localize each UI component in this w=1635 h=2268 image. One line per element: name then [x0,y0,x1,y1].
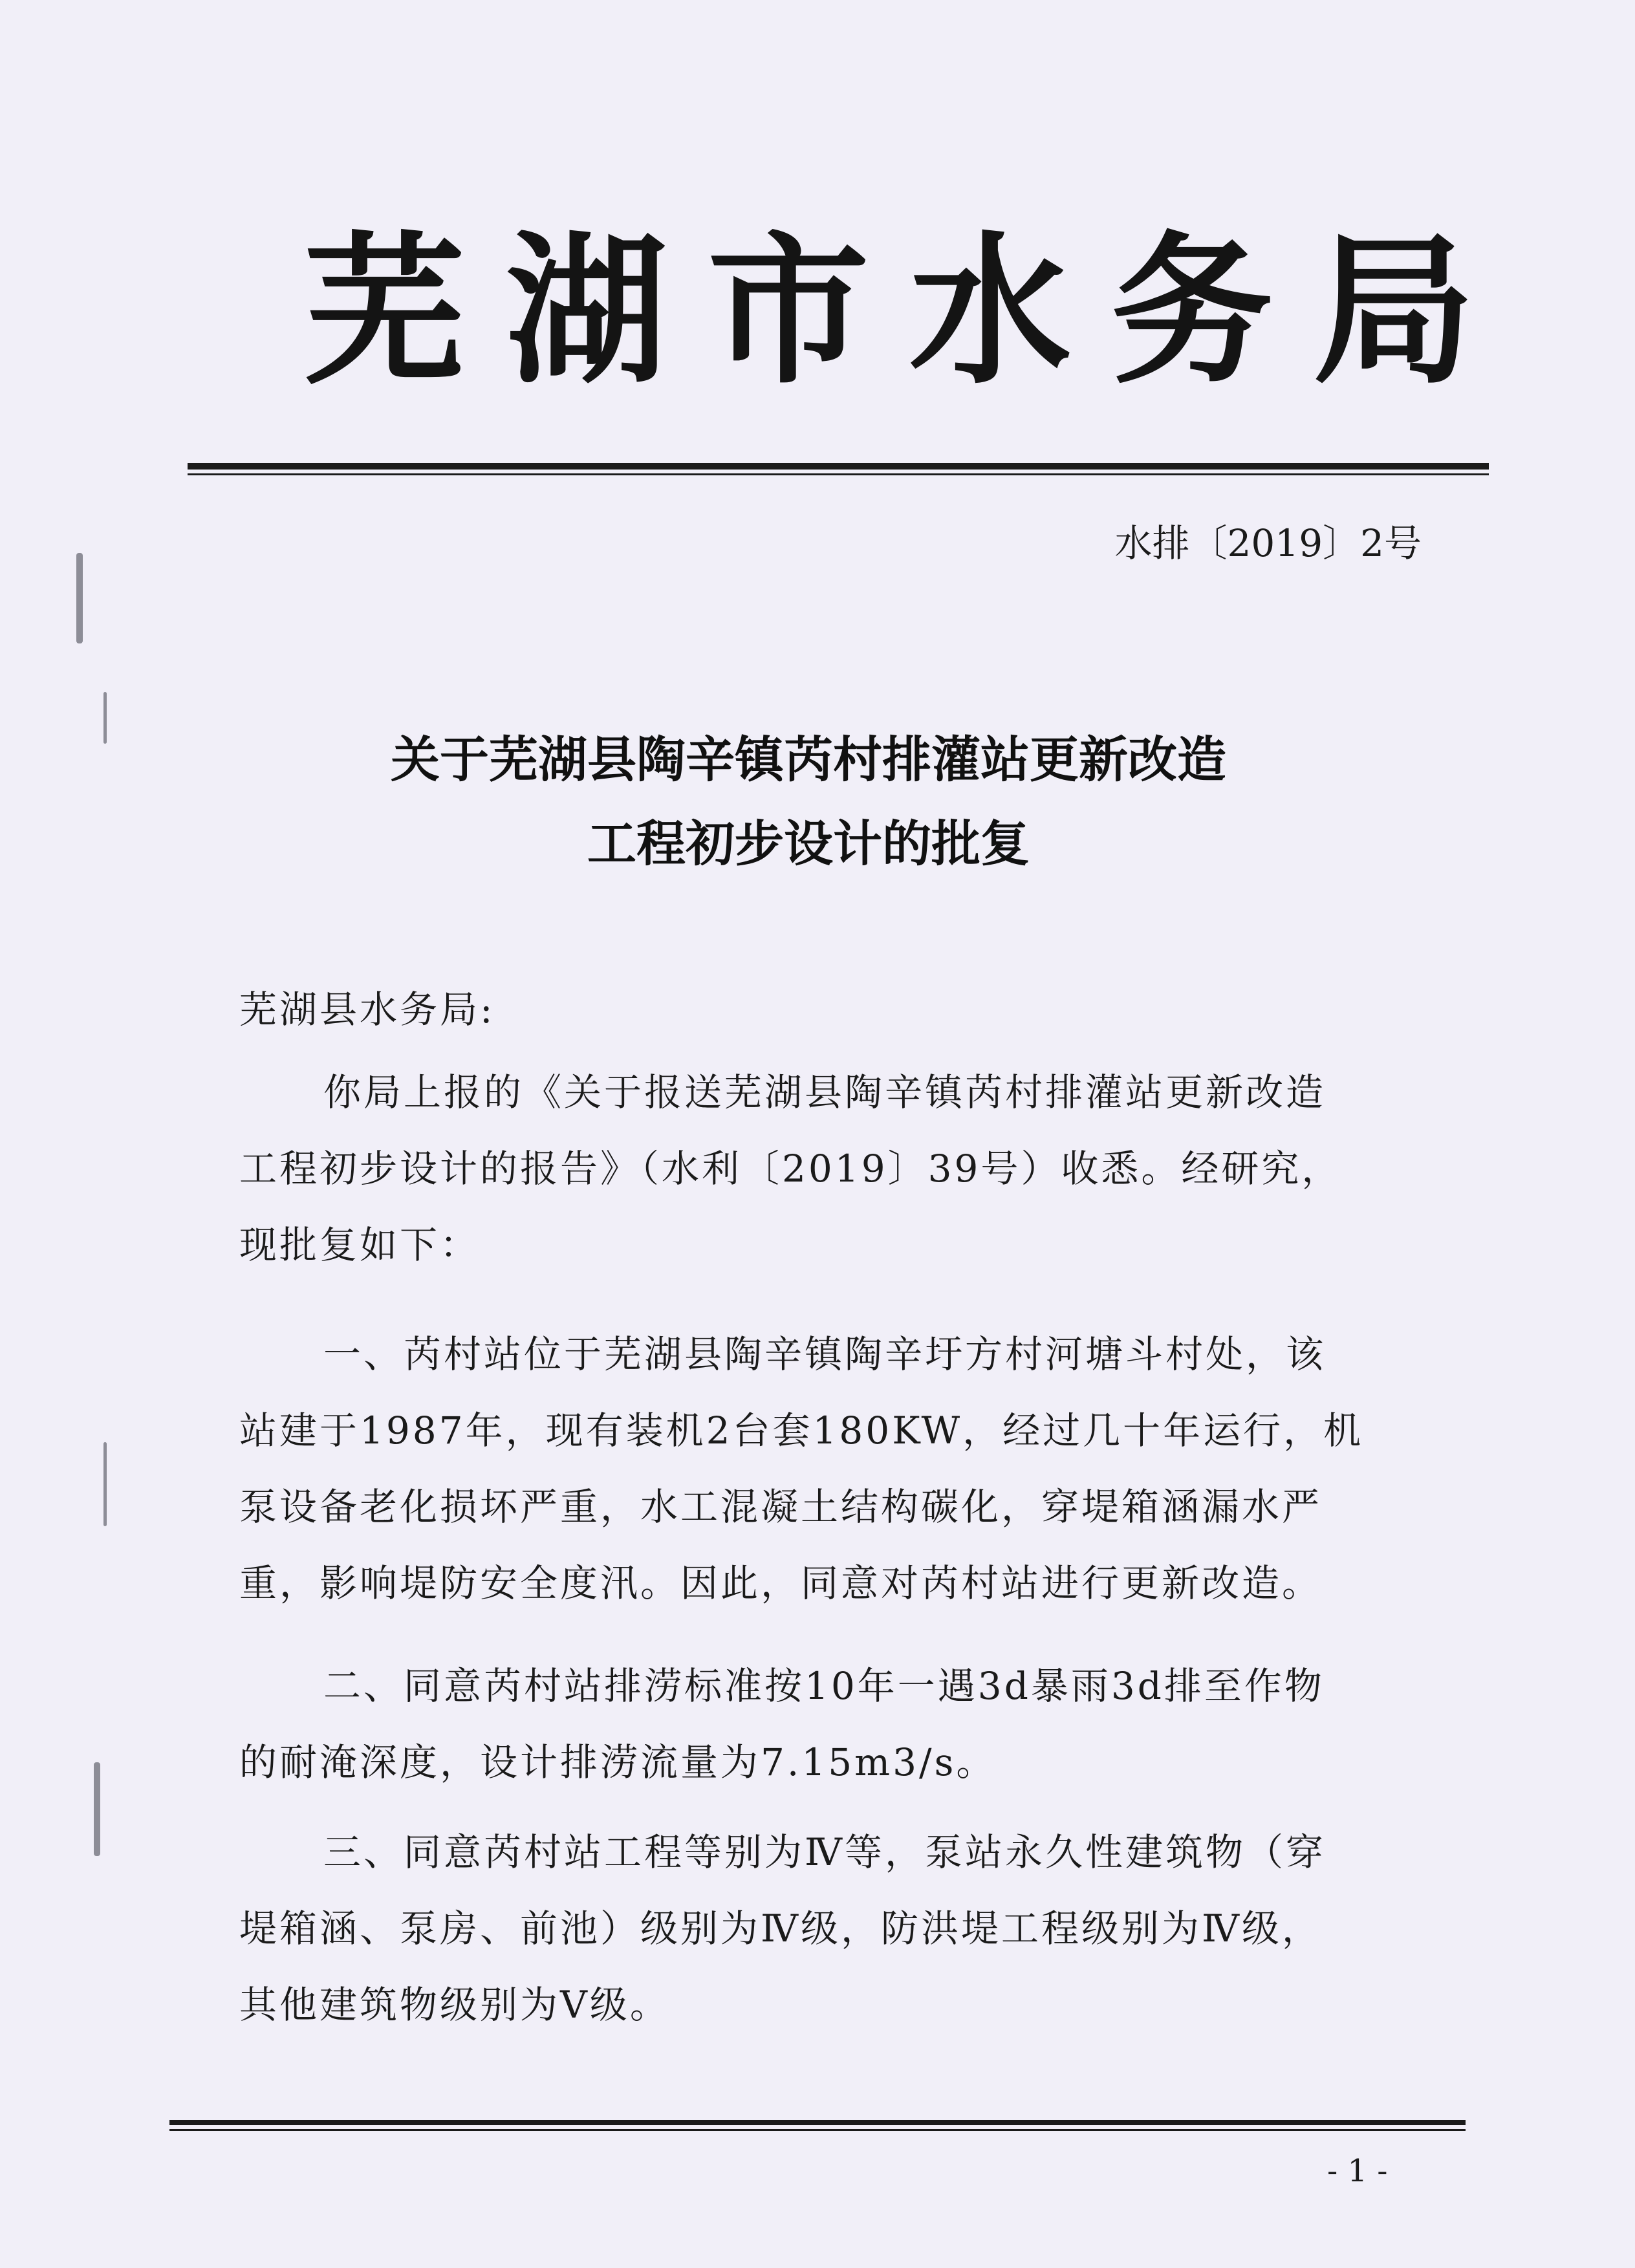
paragraph-line: 现批复如下： [239,1223,481,1267]
document-title-line-1: 关于芜湖县陶辛镇芮村排灌站更新改造 [391,731,1226,788]
document-title-line-2: 工程初步设计的批复 [587,815,1030,872]
paragraph-line: 站建于1987年，现有装机2台套180KW，经过几十年运行，机 [239,1409,1364,1453]
staple-bottom [94,1762,100,1856]
paragraph-line: 的耐淹深度，设计排涝流量为7.15m3/s。 [239,1740,997,1784]
staple-top [76,553,83,643]
paragraph-line: 二、同意芮村站排涝标准按10年一遇3d暴雨3d排至作物 [323,1664,1325,1708]
paragraph-line: 工程初步设计的报告》（水利〔2019〕39号）收悉。经研究， [239,1147,1342,1191]
paragraph-line: 堤箱涵、泵房、前池）级别为Ⅳ级，防洪堤工程级别为Ⅳ级， [239,1906,1322,1950]
page-number: - 1 - [1327,2153,1388,2189]
binding-mark-2 [103,1442,107,1526]
header-rule [188,463,1489,470]
paragraph-line: 重，影响堤防安全度汛。因此，同意对芮村站进行更新改造。 [239,1561,1323,1605]
footer-rule [169,2120,1466,2125]
paragraph-line: 泵设备老化损坏严重，水工混凝土结构碳化，穿堤箱涵漏水严 [239,1485,1323,1529]
header-rule-thin [188,473,1489,475]
paragraph-line: 三、同意芮村站工程等别为Ⅳ等，泵站永久性建筑物（穿 [323,1830,1326,1874]
document-number: 水排〔2019〕2号 [1114,521,1422,565]
paragraph-line: 你局上报的《关于报送芜湖县陶辛镇芮村排灌站更新改造 [323,1070,1326,1114]
agency-name: 芜湖市水务局 [304,215,1515,405]
paragraph-line: 一、芮村站位于芜湖县陶辛镇陶辛圩方村河塘斗村处，该 [323,1332,1326,1376]
paragraph-line: 其他建筑物级别为Ⅴ级。 [239,1983,670,2027]
footer-rule-thin [169,2129,1466,2131]
addressee: 芜湖县水务局: [239,988,495,1031]
binding-mark-1 [103,692,107,744]
